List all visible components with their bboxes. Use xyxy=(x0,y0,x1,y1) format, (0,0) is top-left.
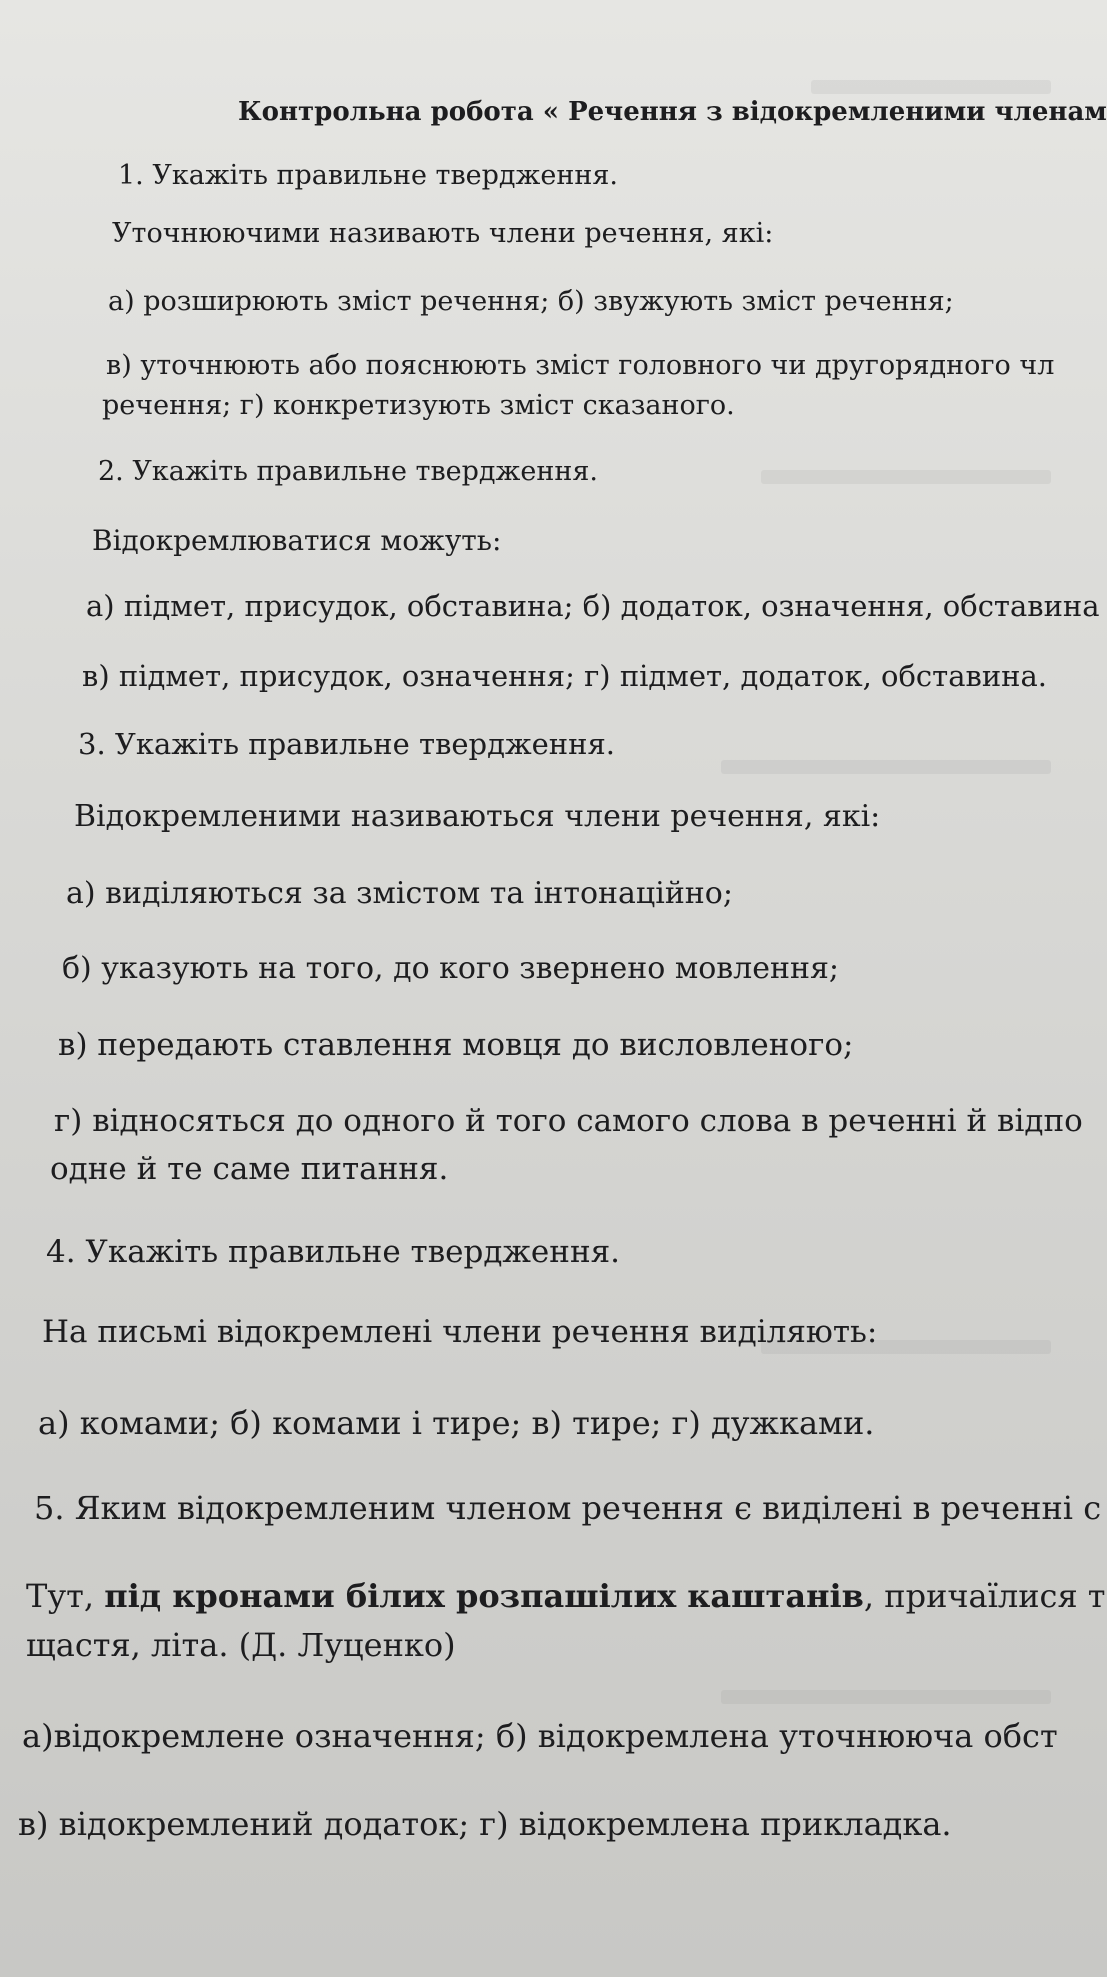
question-3-heading: 3. Укажіть правильне твердження. xyxy=(78,727,615,761)
question-3-option-a: а) виділяються за змістом та інтонаційно; xyxy=(66,876,733,911)
question-2-heading: 2. Укажіть правильне твердження. xyxy=(98,456,598,487)
sentence-end: , причаїлися т xyxy=(863,1577,1106,1615)
question-2-prompt: Відокремлюватися можуть: xyxy=(92,524,502,557)
question-3-option-d-continued: одне й те саме питання. xyxy=(50,1151,449,1187)
sentence-start: Тут, xyxy=(26,1577,105,1615)
question-5-sentence-continued: щастя, літа. (Д. Луценко) xyxy=(26,1626,456,1664)
question-1-option-c: в) уточнюють або пояснюють зміст головного чи другорядного чл xyxy=(106,350,1055,381)
question-3-prompt: Відокремленими називаються члени речення, які: xyxy=(74,799,881,834)
question-1-option-d: речення; г) конкретизують зміст сказаного. xyxy=(102,390,735,421)
bleed-through-mark xyxy=(721,760,1051,774)
question-5-heading: 5. Яким відокремленим членом речення є виділені в реченні с xyxy=(34,1489,1102,1527)
bleed-through-mark xyxy=(721,1690,1051,1704)
question-1-heading: 1. Укажіть правильне твердження. xyxy=(118,160,618,191)
question-5-options-ab: а)відокремлене означення; б) відокремлена уточнююча обст xyxy=(22,1717,1058,1755)
question-3-option-d: г) відносяться до одного й того самого слова в реченні й відпо xyxy=(54,1103,1083,1139)
question-1-prompt: Уточнюючими називають члени речення, які: xyxy=(112,218,774,249)
question-2-options-ab: а) підмет, присудок, обставина; б) додаток, означення, обставина xyxy=(86,589,1100,623)
bleed-through-mark xyxy=(811,80,1051,94)
page-title: Контрольна робота « Речення з відокремленими членам xyxy=(238,97,1107,127)
highlighted-phrase: під кронами білих розпашілих каштанів xyxy=(104,1577,864,1615)
question-2-options-cd: в) підмет, присудок, означення; г) підмет, додаток, обставина. xyxy=(82,659,1047,693)
question-3-option-b: б) указують на того, до кого звернено мовлення; xyxy=(62,951,839,986)
question-4-prompt: На письмі відокремлені члени речення виділяють: xyxy=(42,1314,878,1350)
question-3-option-c: в) передають ставлення мовця до висловленого; xyxy=(58,1027,854,1063)
question-4-heading: 4. Укажіть правильне твердження. xyxy=(46,1234,621,1270)
bleed-through-mark xyxy=(761,470,1051,484)
question-4-options: а) комами; б) комами і тире; в) тире; г) дужками. xyxy=(38,1404,875,1442)
question-5-sentence xyxy=(26,1578,1106,1615)
question-5-options-cd: в) відокремлений додаток; г) відокремлена прикладка. xyxy=(18,1805,952,1843)
question-1-options-ab: а) розширюють зміст речення; б) звужують зміст речення; xyxy=(108,286,954,317)
